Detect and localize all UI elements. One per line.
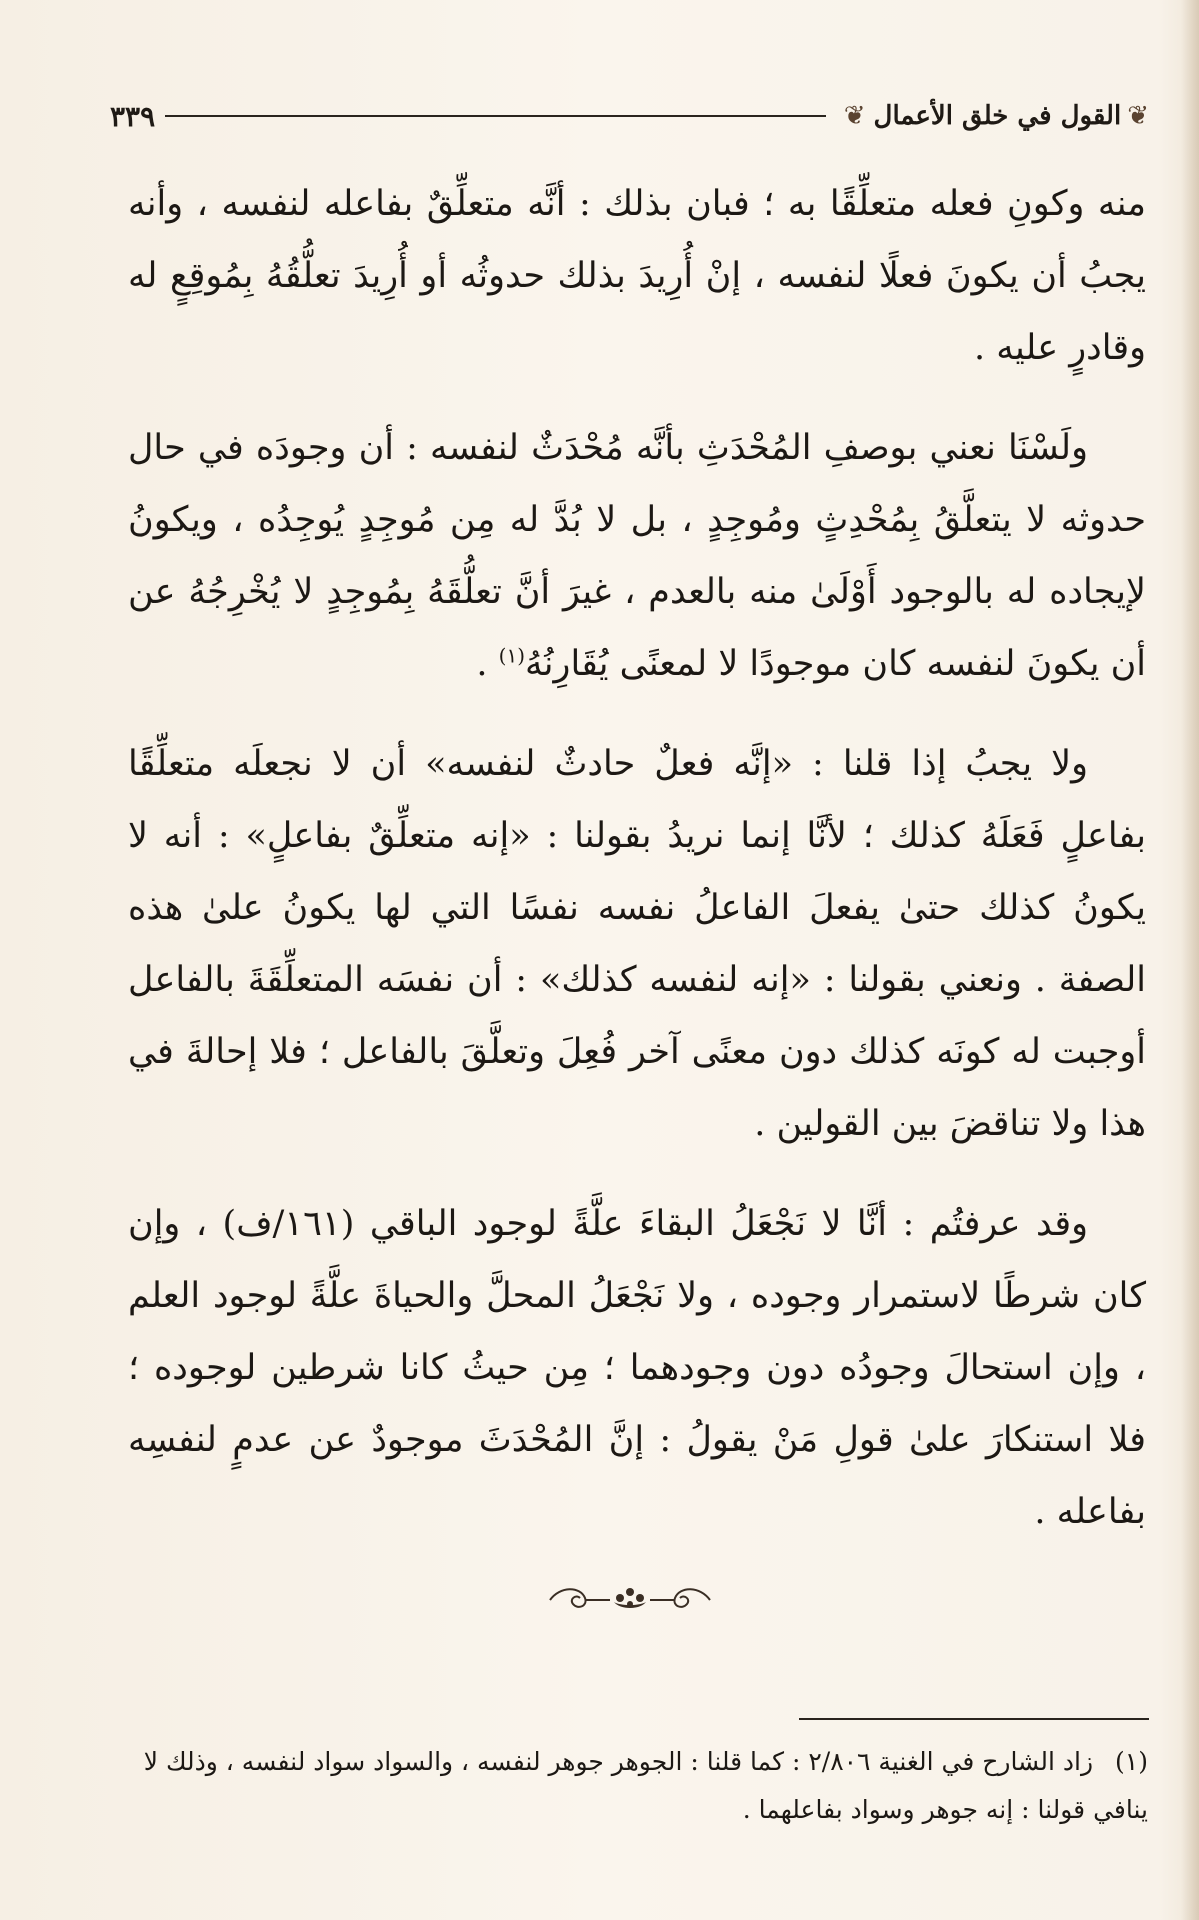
footnotes	[128, 1738, 1148, 1834]
ornament-divider-icon	[540, 1578, 720, 1618]
footnote-1	[128, 1738, 1148, 1834]
paragraph-1: منه وكونِ فعله متعلِّقًا به ؛ فبان بذلك : أنَّه متعلِّقٌ بفاعله لنفسه ، وأنه يجبُ أن يكونَ فعلًا لنفسه ، إنْ أُرِيدَ بذلك حدوثُه أو أُرِيدَ تعلُّقُهُ بِمُوقِعٍ له وقادرٍ عليه .	[128, 184, 1146, 368]
page-number: ٣٣٩	[110, 99, 156, 133]
paragraph-2-text: ولَسْنَا نعني بوصفِ المُحْدَثِ بأنَّه مُحْدَثٌ لنفسه : أن وجودَه في حال حدوثه لا يتعلَّقُ بِمُحْدِثٍ ومُوجِدٍ ، بل لا بُدَّ له مِن مُوجِدٍ يُوجِدُه ، ويكونُ لإيجاده له بالوجود أَوْلَىٰ منه بالعدم ، غيرَ أنَّ تعلُّقَهُ بِمُوجِدٍ لا يُخْرِجُهُ عن أن يكونَ لنفسه كان موجودًا لا لمعنًى يُقَارِنُهُ	[128, 428, 1146, 684]
paragraph-4: وقد عرفتُم : أنَّا لا نَجْعَلُ البقاءَ علَّةً لوجود الباقي (١٦١/ف) ، وإن كان شرطًا لاستمرار وجوده ، ولا نَجْعَلُ المحلَّ والحياةَ علَّةً لوجود العلم ، وإن استحالَ وجودُه دون وجودهما ؛ مِن حيثُ كانا شرطين لوجوده ؛ فلا استنكارَ علىٰ قولِ مَنْ يقولُ : إنَّ المُحْدَثَ موجودٌ عن عدمٍ لنفسِه بفاعله .	[128, 1204, 1146, 1532]
header-rule	[165, 115, 826, 117]
footnote-text: زاد الشارح في الغنية ٢/٨٠٦ : كما قلنا : الجوهر جوهر لنفسه ، والسواد سواد لنفسه ، وذلك لا ينافي قولنا : إنه جوهر وسواد بفاعلهما .	[143, 1747, 1148, 1824]
header-ornament-end-icon: ❦	[843, 101, 866, 131]
paragraph-2	[128, 412, 1146, 700]
chapter-title: القول في خلق الأعمال	[873, 101, 1122, 131]
footnote-reference: (١)	[498, 643, 526, 668]
body-text	[128, 168, 1146, 1576]
footnote-separator	[799, 1718, 1149, 1720]
footnote-marker: (١)	[1115, 1747, 1148, 1776]
running-header	[110, 96, 1149, 136]
paragraph-3: ولا يجبُ إذا قلنا : «إنَّه فعلٌ حادثٌ لنفسه» أن لا نجعلَه متعلِّقًا بفاعلٍ فَعَلَهُ كذلك ؛ لأنَّا إنما نريدُ بقولنا : «إنه متعلِّقٌ بفاعلٍ» : أنه لا يكونُ كذلك حتىٰ يفعلَ الفاعلُ نفسه نفسًا التي لها يكونُ علىٰ هذه الصفة . ونعني بقولنا : «إنه لنفسه كذلك» : أن نفسَه المتعلِّقَةَ بالفاعل أوجبت له كونَه كذلك دون معنًى آخر فُعِلَ وتعلَّقَ بالفاعل ؛ فلا إحالةَ في هذا ولا تناقضَ بين القولين .	[128, 744, 1146, 1144]
paragraph-2-end: .	[476, 644, 499, 684]
header-ornament-icon: ❦	[1127, 101, 1149, 131]
